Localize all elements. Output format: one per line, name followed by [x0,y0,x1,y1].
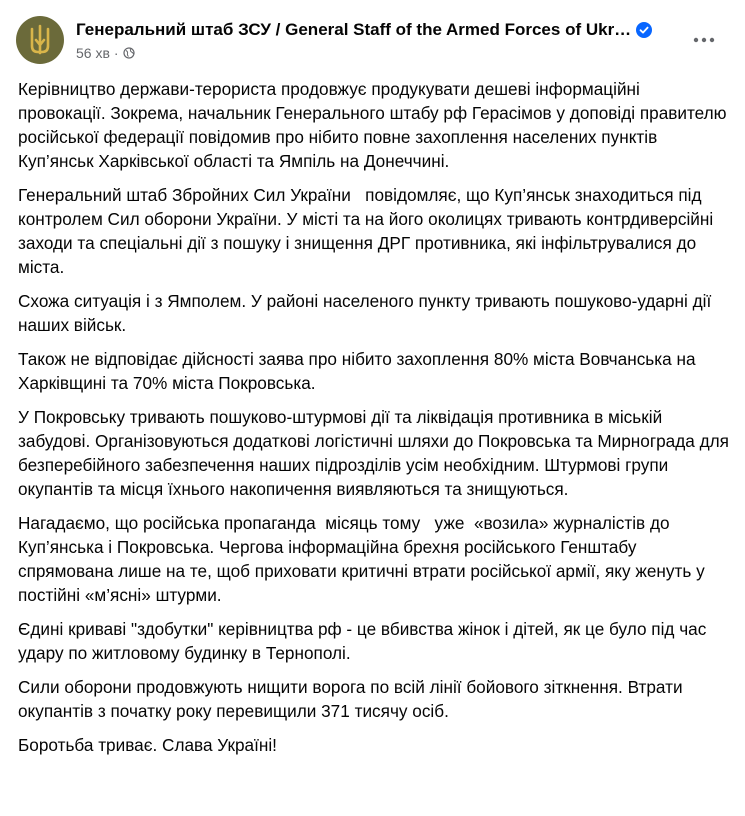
post-paragraph: У Покровську тривають пошуково-штурмові дії та ліквідація противника в міській забудові. Організовуються додаткові логістичні шляхи до Покровська та Мирнограда для безперебійного забезпечення наших підрозділів усім необхідним. Штурмові групи окупантів та місця їхнього накопичення виявляються та знищуються. [18,407,734,499]
post-paragraph: Схожа ситуація і з Ямполем. У районі населеного пункту тривають пошуково-ударні дії наших військ. [18,291,717,335]
post-paragraph: Керівництво держави-терориста продовжує продукувати дешеві інформаційні провокації. Зокрема, начальник Генерального штабу рф Герасімов у доповіді правителю російської федерації повідомив про нібито повне захоплення населених пунктів Куп’янськ Харківської області та Ямпіль на Донеччині. [18,79,732,171]
post-paragraph: Також не відповідає дійсності заява про нібито захоплення 80% міста Вовчанська на Харківщині та 70% міста Покровська. [18,349,701,393]
post-paragraph: Єдині криваві "здобутки" керівництва рф - це вбивства жінок і дітей, як це було під час удару по житловому будинку в Тернополі. [18,619,712,663]
post-timestamp[interactable]: 56 хв [76,45,110,61]
trident-emblem-icon [16,16,64,64]
post-paragraph: Генеральний штаб Збройних Сил України повідомляє, що Куп’янськ знаходиться під контролем Сил оборони України. У місті та на його околицях тривають контрдиверсійні заходи та спеціальні дії з пошуку і знищення ДРГ противника, які інфільтрувалися до міста. [18,185,718,277]
globe-icon [123,47,135,59]
author-row [76,18,676,42]
more-options-icon [693,37,715,43]
avatar[interactable] [16,16,64,64]
more-options-button[interactable] [686,22,722,58]
post-paragraph: Нагадаємо, що російська пропаганда місяць тому уже «возила» журналістів до Куп’янська і Покровська. Чергова інформаційна брехня російського Генштабу спрямована лише на те, щоб приховати критичні втрати російської армії, яку женуть у постійні «м’ясні» штурми. [18,513,710,605]
post-header [0,0,745,78]
post-paragraph: Боротьба триває. Слава Україні! [18,735,277,755]
post-paragraph: Сили оборони продовжують нищити ворога по всій лінії бойового зіткнення. Втрати окупантів з початку року перевищили 371 тисячу осіб. [18,677,688,721]
page-name-link[interactable]: Генеральний штаб ЗСУ / General Staff of the Armed Forces of Ukr… [76,20,632,39]
meta-separator: · [113,45,119,61]
post-text [18,77,734,767]
post-meta [76,44,135,62]
verified-badge-icon [636,22,652,38]
